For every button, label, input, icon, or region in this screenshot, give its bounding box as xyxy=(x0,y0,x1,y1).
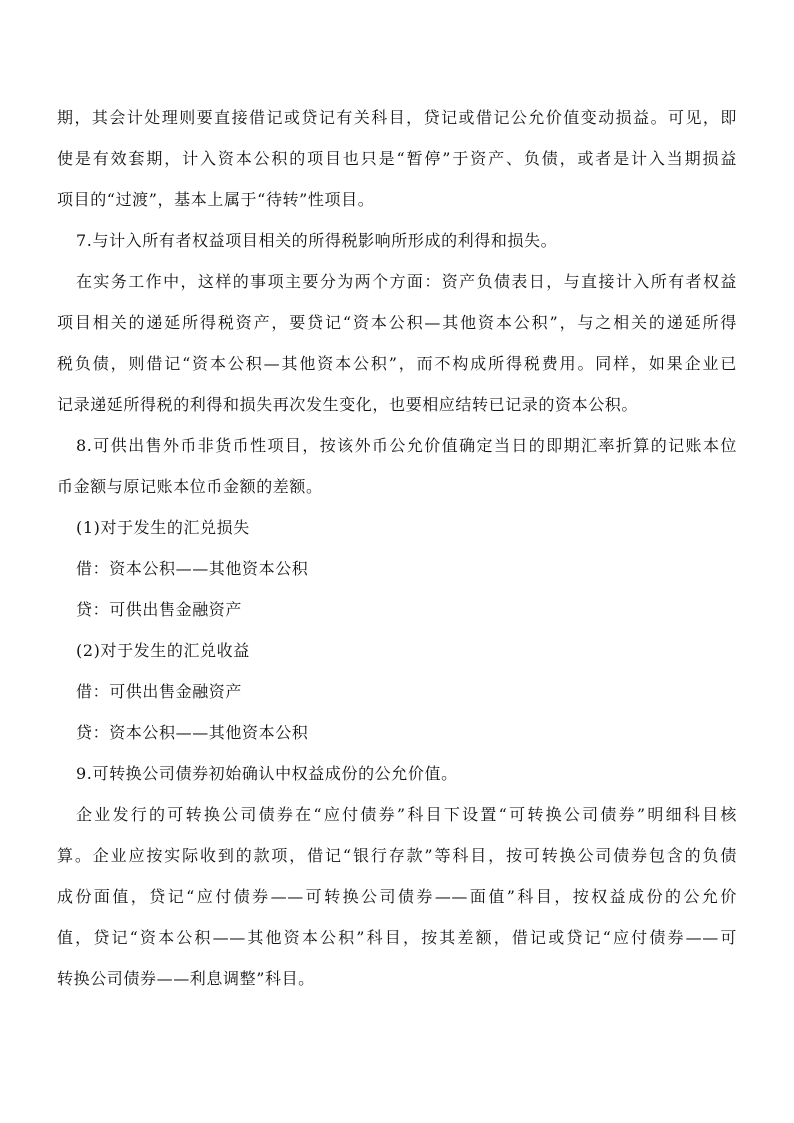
text-line: 币金额与原记账本位币金额的差额。 xyxy=(57,477,323,496)
text-line: 记录递延所得税的利得和损失再次发生变化，也要相应结转已记录的资本公积。 xyxy=(57,395,639,414)
text-line: 转换公司债券——利息调整”科目。 xyxy=(57,969,315,988)
text-line: 9.可转换公司债券初始确认中权益成份的公允价值。 xyxy=(76,764,458,783)
journal-credit-line: 贷：资本公积——其他资本公积 xyxy=(76,723,309,742)
item-9-heading xyxy=(57,753,747,794)
journal-debit-line: 借：资本公积——其他资本公积 xyxy=(76,559,309,578)
paragraph-convertible-bonds xyxy=(57,794,747,999)
paragraph-hedge-accounting xyxy=(57,97,747,220)
document-page xyxy=(57,97,747,999)
text-line: 算。企业应按实际收到的款项，借记“银行存款”等科目，按可转换公司债券包含的负债 xyxy=(57,846,737,865)
text-line: 项目相关的递延所得税资产，要贷记“资本公积—其他资本公积”，与之相关的递延所得 xyxy=(57,313,737,332)
journal-debit-line: 借：可供出售金融资产 xyxy=(76,682,243,701)
text-line: 8.可供出售外币非货币性项目，按该外币公允价值确定当日的即期汇率折算的记账本位 xyxy=(76,436,737,455)
text-line: 期，其会计处理则要直接借记或贷记有关科目，贷记或借记公允价值变动损益。可见，即 xyxy=(57,108,737,127)
subitem-exchange-loss: (1)对于发生的汇兑损失 xyxy=(76,518,250,537)
text-line: 企业发行的可转换公司债券在“应付债券”科目下设置“可转换公司债券”明细科目核 xyxy=(76,805,737,824)
item-8-heading xyxy=(57,425,747,507)
paragraph-income-tax xyxy=(57,261,747,425)
text-line: 值，贷记“资本公积——其他资本公积”科目，按其差额，借记或贷记“应付债券——可 xyxy=(57,928,737,947)
text-line: 在实务工作中，这样的事项主要分为两个方面：资产负债表日，与直接计入所有者权益 xyxy=(76,272,737,291)
subitem-exchange-gain: (2)对于发生的汇兑收益 xyxy=(76,641,250,660)
text-line: 项目的“过渡”，基本上属于“待转”性项目。 xyxy=(57,190,375,209)
journal-credit-line: 贷：可供出售金融资产 xyxy=(76,600,243,619)
text-line: 税负债，则借记“资本公积—其他资本公积”，而不构成所得税费用。同样，如果企业已 xyxy=(57,354,737,373)
item-7-heading xyxy=(57,220,747,261)
text-line: 成份面值，贷记“应付债券——可转换公司债券——面值”科目，按权益成份的公允价 xyxy=(57,887,737,906)
text-line: 使是有效套期，计入资本公积的项目也只是“暂停”于资产、负债，或者是计入当期损益 xyxy=(57,149,737,168)
text-line: 7.与计入所有者权益项目相关的所得税影响所形成的利得和损失。 xyxy=(76,231,558,250)
